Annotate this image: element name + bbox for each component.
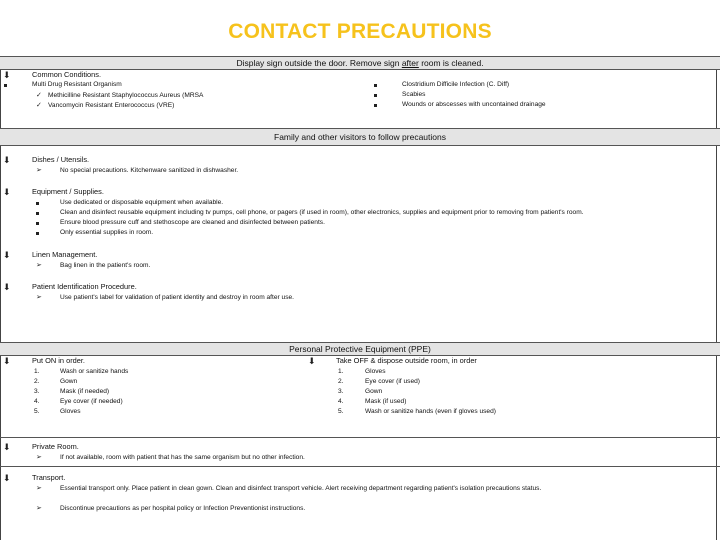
patient-id-heading: Patient Identification Procedure. <box>32 282 137 291</box>
square-bullet-icon <box>36 202 39 205</box>
checkmark-icon: ✓ <box>36 102 42 109</box>
take-off-item: Mask (if used) <box>365 398 407 405</box>
square-bullet-icon <box>36 212 39 215</box>
sign-text-after: room is cleaned. <box>418 58 484 68</box>
equipment-item: Only essential supplies in room. <box>60 229 154 236</box>
arrowhead-icon: ➢ <box>36 262 42 269</box>
arrowhead-icon: ➢ <box>36 505 42 512</box>
take-off-heading: Take OFF & dispose outside room, in order <box>336 356 477 365</box>
put-on-number: 4. <box>34 398 40 405</box>
put-on-item: Gloves <box>60 408 81 415</box>
mdro-item: Vancomycin Resistant Enterococcus (VRE) <box>48 102 175 109</box>
take-off-item: Eye cover (if used) <box>365 378 420 385</box>
take-off-number: 3. <box>338 388 344 395</box>
condition-item: Clostridium Difficile Infection (C. Diff) <box>402 81 510 88</box>
put-on-number: 3. <box>34 388 40 395</box>
checkmark-icon: ✓ <box>36 92 42 99</box>
mdro-heading: Multi Drug Resistant Organism <box>32 81 122 88</box>
take-off-number: 1. <box>338 368 344 375</box>
transport-item: Discontinue precautions as per hospital policy or Infection Preventionist instructions. <box>60 505 306 512</box>
ppe-bar: Personal Protective Equipment (PPE) <box>0 342 720 356</box>
put-on-item: Gown <box>60 378 78 385</box>
equipment-item: Ensure blood pressure cuff and stethoscope are cleaned and disinfected between patients. <box>60 219 325 226</box>
put-on-number: 2. <box>34 378 40 385</box>
down-arrow-icon: ⬇ <box>3 442 11 452</box>
dishes-heading: Dishes / Utensils. <box>32 155 90 164</box>
square-bullet-icon <box>36 232 39 235</box>
take-off-number: 5. <box>338 408 344 415</box>
private-room-item: If not available, room with patient that has the same organism but no other infection. <box>60 454 305 461</box>
sign-instruction-bar <box>0 56 720 70</box>
family-bar: Family and other visitors to follow precautions <box>0 128 720 146</box>
down-arrow-icon: ⬇ <box>3 70 11 80</box>
condition-item: Scabies <box>402 91 426 98</box>
put-on-heading: Put ON in order. <box>32 356 85 365</box>
take-off-number: 2. <box>338 378 344 385</box>
down-arrow-icon: ⬇ <box>3 155 11 165</box>
square-bullet-icon <box>374 94 377 97</box>
down-arrow-icon: ⬇ <box>3 187 11 197</box>
conditions-heading: Common Conditions. <box>32 70 102 79</box>
page-title: CONTACT PRECAUTIONS <box>228 20 492 43</box>
arrowhead-icon: ➢ <box>36 454 42 461</box>
take-off-item: Gown <box>365 388 383 395</box>
arrowhead-icon: ➢ <box>36 294 42 301</box>
linen-item: Bag linen in the patient's room. <box>60 262 151 269</box>
mdro-item: Methicilline Resistant Staphylococcus Aureus (MRSA <box>48 92 204 99</box>
put-on-number: 5. <box>34 408 40 415</box>
down-arrow-icon: ⬇ <box>3 282 11 292</box>
take-off-item: Gloves <box>365 368 386 375</box>
square-bullet-icon <box>4 84 7 87</box>
sign-text-before: Display sign outside the door. Remove sign <box>236 58 402 68</box>
down-arrow-icon: ⬇ <box>3 250 11 260</box>
patient-id-item: Use patient's label for validation of patient identity and destroy in room after use. <box>60 294 295 301</box>
arrowhead-icon: ➢ <box>36 485 42 492</box>
equipment-heading: Equipment / Supplies. <box>32 187 104 196</box>
private-room-heading: Private Room. <box>32 442 79 451</box>
transport-item: Essential transport only. Place patient in clean gown. Clean and disinfect transport vehicle. Alert receiving department regarding patient's isolation precautions status. <box>60 485 542 492</box>
sign-text-underlined: after <box>401 58 419 68</box>
put-on-item: Mask (if needed) <box>60 388 110 395</box>
transport-heading: Transport. <box>32 473 66 482</box>
section-divider <box>0 466 720 467</box>
down-arrow-icon: ⬇ <box>3 356 11 366</box>
down-arrow-icon: ⬇ <box>308 356 316 366</box>
put-on-item: Eye cover (if needed) <box>60 398 123 405</box>
down-arrow-icon: ⬇ <box>3 473 11 483</box>
take-off-item: Wash or sanitize hands (even if gloves used) <box>365 408 496 415</box>
condition-item: Wounds or abscesses with uncontained drainage <box>402 101 546 108</box>
equipment-item: Clean and disinfect reusable equipment including tv pumps, cell phone, or pagers (if used in room), other electronics, supplies and equipment prior to removing from patient's room. <box>60 209 584 216</box>
take-off-number: 4. <box>338 398 344 405</box>
square-bullet-icon <box>374 84 377 87</box>
square-bullet-icon <box>36 222 39 225</box>
put-on-item: Wash or sanitize hands <box>60 368 129 375</box>
dishes-item: No special precautions. Kitchenware sanitized in dishwasher. <box>60 167 239 174</box>
linen-heading: Linen Management. <box>32 250 98 259</box>
square-bullet-icon <box>374 104 377 107</box>
arrowhead-icon: ➢ <box>36 167 42 174</box>
put-on-number: 1. <box>34 368 40 375</box>
equipment-item: Use dedicated or disposable equipment when available. <box>60 199 224 206</box>
section-divider <box>0 437 720 438</box>
